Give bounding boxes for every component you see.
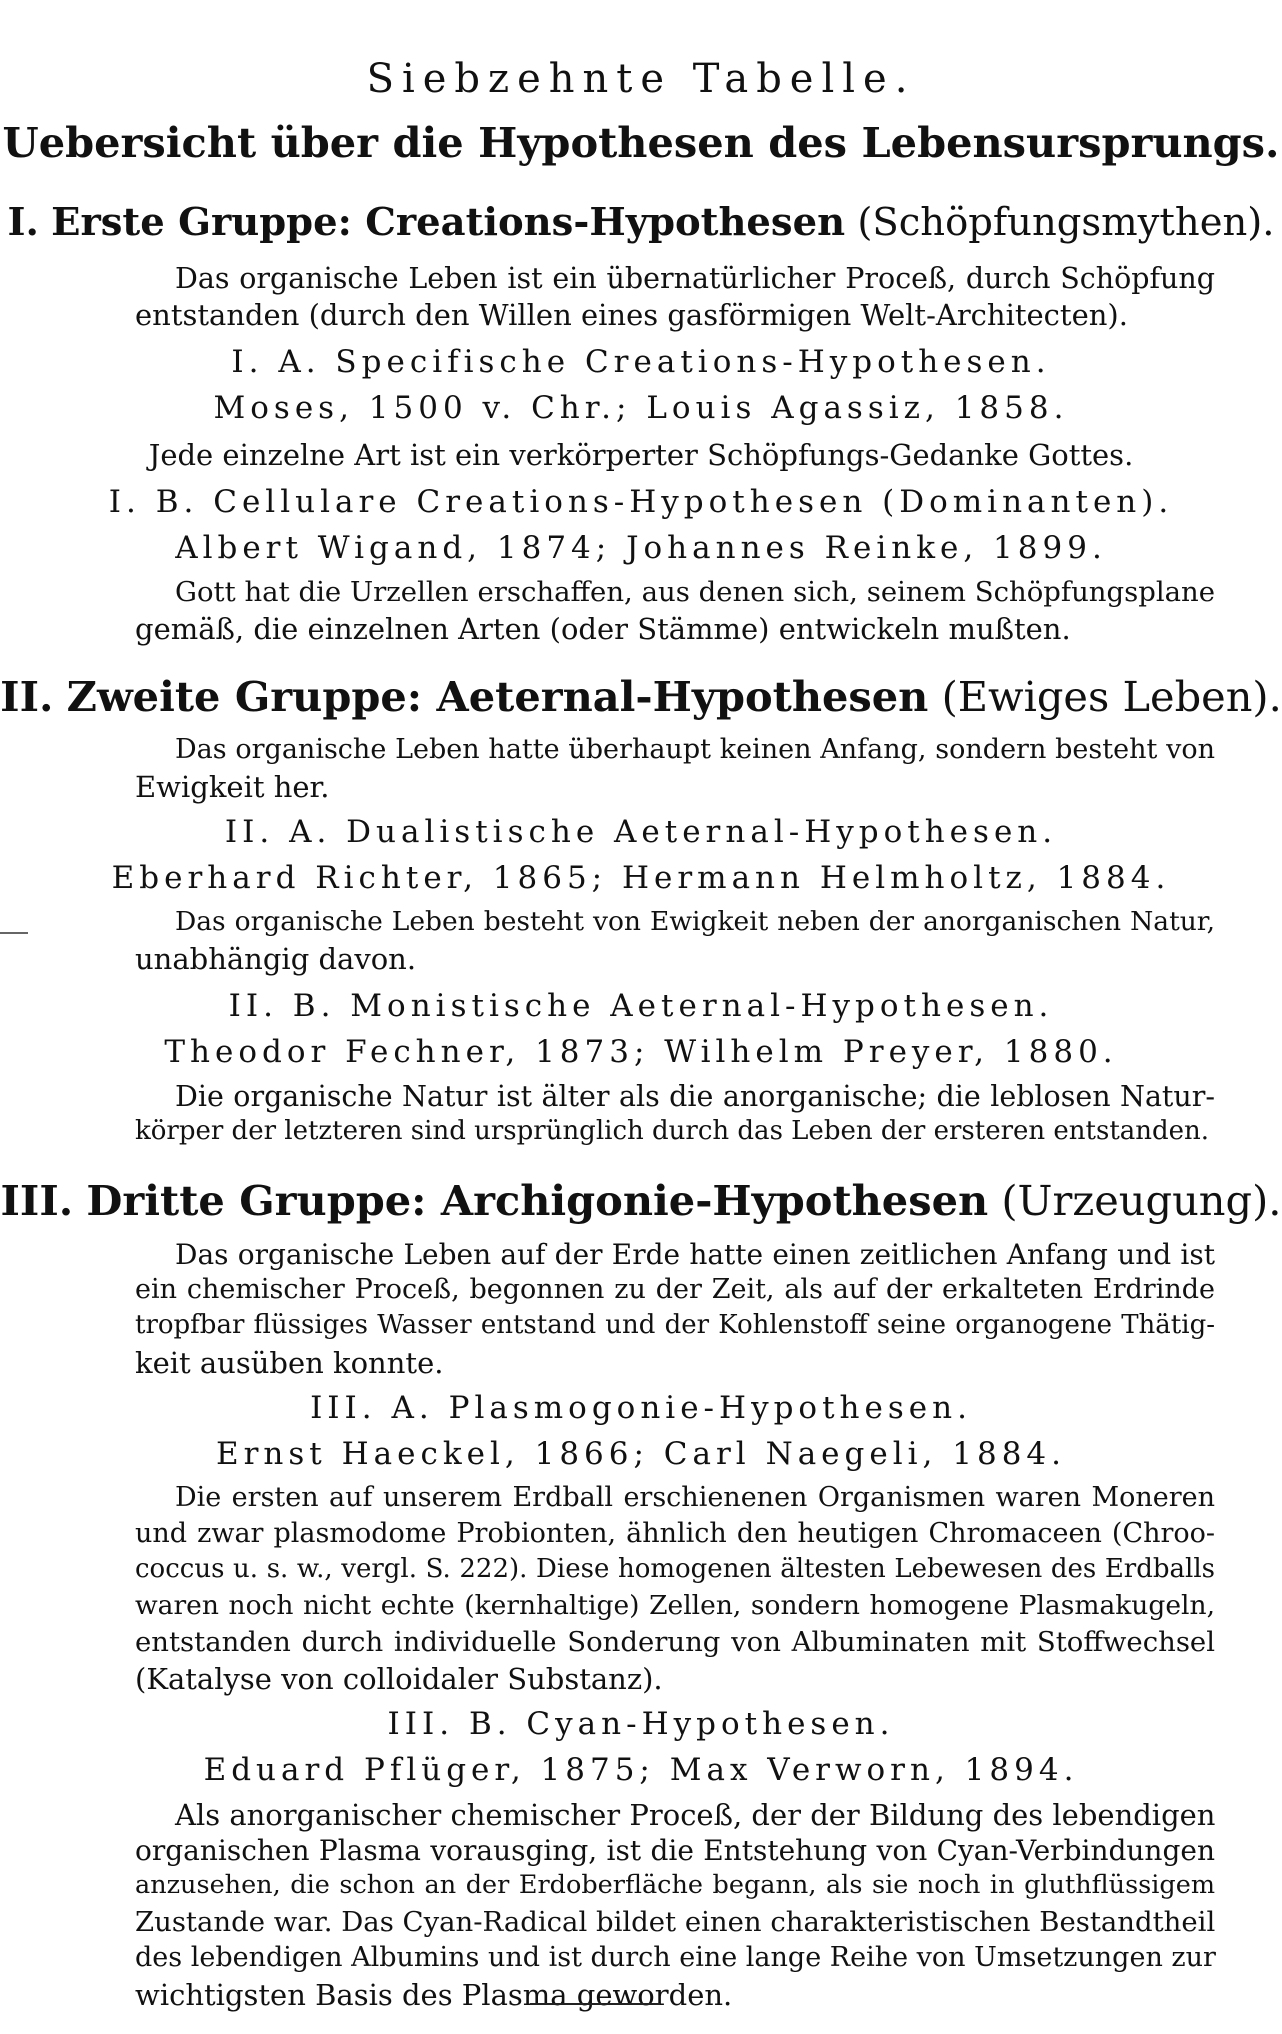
group-numeral: III. bbox=[0, 1176, 74, 1225]
paragraph-line: coccus u. s. w., vergl. S. 222). Diese homogenen ältesten Lebewesen des Erdballs bbox=[135, 1554, 1215, 1584]
paragraph-line: Die ersten auf unserem Erdball erschienenen Organismen waren Moneren bbox=[175, 1482, 1215, 1513]
subgroup-heading: II. B. Monistische Aeternal-Hypothesen. bbox=[228, 988, 1054, 1024]
group-heading bbox=[0, 200, 1282, 245]
paragraph-line: unabhängig davon. bbox=[135, 942, 417, 976]
paragraph-line: ein chemischer Proceß, begonnen zu der Zeit, als auf der erkalteten Erdrinde bbox=[135, 1274, 1215, 1305]
group-name: Dritte Gruppe: Archigonie-Hypothesen bbox=[86, 1176, 989, 1225]
paragraph-line: waren noch nicht echte (kernhaltige) Zellen, sondern homogene Plasmakugeln, bbox=[135, 1590, 1215, 1621]
paragraph-line: Gott hat die Urzellen erschaffen, aus denen sich, seinem Schöpfungsplane bbox=[175, 576, 1215, 608]
authors-line: Eberhard Richter, 1865; Hermann Helmholtz, 1884. bbox=[111, 860, 1171, 896]
end-rule bbox=[530, 2003, 660, 2005]
paragraph-line: des lebendigen Albumins und ist durch eine lange Reihe von Umsetzungen zur bbox=[135, 1942, 1216, 1973]
group-name: Zweite Gruppe: Aeternal-Hypothesen bbox=[66, 672, 929, 721]
paragraph-line: tropfbar flüssiges Wasser entstand und der Kohlenstoff seine organogene Thätig- bbox=[135, 1310, 1215, 1340]
group-heading bbox=[0, 672, 1282, 721]
paragraph-line: Das organische Leben besteht von Ewigkeit neben der anorganischen Natur, bbox=[175, 906, 1215, 937]
authors-line: Ernst Haeckel, 1866; Carl Naegeli, 1884. bbox=[215, 1436, 1067, 1472]
group-note: (Ewiges Leben). bbox=[941, 672, 1282, 721]
paragraph-line: Als anorganischer chemischer Proceß, der der Bildung des lebendigen bbox=[175, 1798, 1216, 1832]
paragraph-line: Das organische Leben auf der Erde hatte einen zeitlichen Anfang und ist bbox=[175, 1238, 1215, 1271]
paragraph-line: (Katalyse von colloidaler Substanz). bbox=[135, 1662, 663, 1696]
group-heading bbox=[0, 1176, 1282, 1225]
paragraph-line: keit ausüben konnte. bbox=[135, 1346, 444, 1380]
group-note: (Schöpfungsmythen). bbox=[857, 200, 1275, 245]
group-numeral: II. bbox=[0, 672, 54, 721]
table-number: Siebzehnte Tabelle. bbox=[366, 56, 916, 102]
group-name: Erste Gruppe: Creations-Hypothesen bbox=[51, 200, 846, 245]
subgroup-heading: III. A. Plasmogonie-Hypothesen. bbox=[310, 1390, 972, 1426]
authors-line: Theodor Fechner, 1873; Wilhelm Preyer, 1880. bbox=[164, 1034, 1118, 1070]
authors-line: Moses, 1500 v. Chr.; Louis Agassiz, 1858. bbox=[213, 390, 1069, 426]
group-numeral: I. bbox=[7, 200, 39, 245]
paragraph-line: entstanden (durch den Willen eines gasförmigen Welt-Architecten). bbox=[135, 298, 1128, 332]
paragraph-line: wichtigsten Basis des Plasma geworden. bbox=[135, 1978, 733, 2012]
margin-mark bbox=[0, 932, 28, 934]
group-note: (Urzeugung). bbox=[1001, 1176, 1282, 1225]
paragraph-line: Das organische Leben hatte überhaupt keinen Anfang, sondern besteht von bbox=[175, 734, 1215, 765]
paragraph-line: Das organische Leben ist ein übernatürlicher Proceß, durch Schöpfung bbox=[175, 262, 1215, 295]
paragraph-line: entstanden durch individuelle Sonderung von Albuminaten mit Stoffwechsel bbox=[135, 1626, 1215, 1658]
subgroup-heading: III. B. Cyan-Hypothesen. bbox=[387, 1706, 895, 1742]
paragraph-line: körper der letzteren sind ursprünglich durch das Leben der ersteren entstanden. bbox=[135, 1116, 1210, 1146]
paragraph-line: Zustande war. Das Cyan-Radical bildet einen charakteristischen Bestandtheil bbox=[135, 1906, 1216, 1938]
paragraph-line: Ewigkeit her. bbox=[135, 770, 330, 804]
paragraph-line: gemäß, die einzelnen Arten (oder Stämme) entwickeln mußten. bbox=[135, 612, 1071, 646]
authors-line: Albert Wigand, 1874; Johannes Reinke, 1899. bbox=[175, 530, 1107, 566]
authors-line: Eduard Pflüger, 1875; Max Verworn, 1894. bbox=[203, 1752, 1079, 1788]
paragraph-line: anzusehen, die schon an der Erdoberfläche begann, als sie noch in gluthflüssigem bbox=[135, 1870, 1215, 1900]
paragraph-line: und zwar plasmodome Probionten, ähnlich den heutigen Chromaceen (Chroo- bbox=[135, 1518, 1215, 1549]
subgroup-heading: II. A. Dualistische Aeternal-Hypothesen. bbox=[224, 814, 1058, 850]
paragraph-line: Die organische Natur ist älter als die anorganische; die leblosen Natur- bbox=[175, 1080, 1215, 1113]
subgroup-heading: I. B. Cellulare Creations-Hypothesen (Dominanten). bbox=[108, 484, 1174, 520]
page-title: Uebersicht über die Hypothesen des Lebensursprungs. bbox=[2, 118, 1280, 167]
paragraph-line: Jede einzelne Art ist ein verkörperter Schöpfungs-Gedanke Gottes. bbox=[148, 438, 1134, 472]
paragraph-line: organischen Plasma vorausging, ist die Entstehung von Cyan-Verbindungen bbox=[135, 1834, 1215, 1867]
subgroup-heading: I. A. Specifische Creations-Hypothesen. bbox=[231, 344, 1051, 380]
